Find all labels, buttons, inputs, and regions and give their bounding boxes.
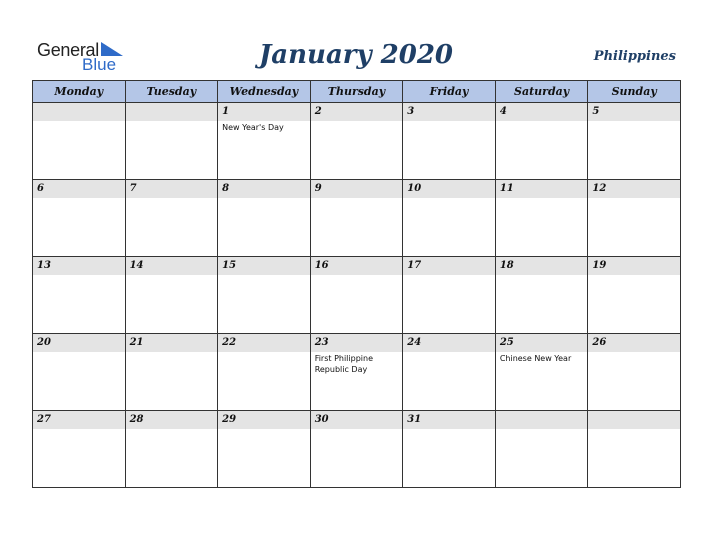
day-cell (588, 334, 681, 411)
weekday-header: Saturday (495, 81, 588, 103)
day-number: 31 (403, 411, 495, 429)
day-number: 17 (403, 257, 495, 275)
day-number (496, 411, 588, 429)
week-row (33, 334, 681, 411)
day-number: 30 (311, 411, 403, 429)
day-cell (218, 257, 311, 334)
day-number: 25 (496, 334, 588, 352)
day-number: 9 (311, 180, 403, 198)
day-number: 4 (496, 103, 588, 121)
logo-text-blue: Blue (82, 55, 117, 74)
day-cell (218, 103, 311, 180)
weekday-header: Tuesday (125, 81, 218, 103)
day-number: 23 (311, 334, 403, 352)
day-number: 29 (218, 411, 310, 429)
day-number: 16 (311, 257, 403, 275)
day-number: 26 (588, 334, 680, 352)
day-cell (495, 103, 588, 180)
weekday-header: Thursday (310, 81, 403, 103)
day-cell (218, 334, 311, 411)
day-number: 12 (588, 180, 680, 198)
week-row (33, 411, 681, 488)
holiday-label: New Year's Day (222, 123, 284, 132)
week-row (33, 180, 681, 257)
week-row (33, 103, 681, 180)
day-cell (588, 103, 681, 180)
day-cell (125, 334, 218, 411)
day-number: 2 (311, 103, 403, 121)
day-cell (310, 411, 403, 488)
day-cell (125, 103, 218, 180)
day-cell (495, 334, 588, 411)
weekday-header: Wednesday (218, 81, 311, 103)
day-number (588, 411, 680, 429)
day-number: 22 (218, 334, 310, 352)
day-number: 21 (126, 334, 218, 352)
weekday-header: Friday (403, 81, 496, 103)
day-cell (33, 180, 126, 257)
day-number: 11 (496, 180, 588, 198)
day-number: 18 (496, 257, 588, 275)
day-number: 6 (33, 180, 125, 198)
day-cell (33, 334, 126, 411)
page-title: January 2020 (258, 40, 454, 70)
day-number: 20 (33, 334, 125, 352)
day-cell (403, 257, 496, 334)
calendar-grid (32, 80, 681, 488)
day-cell (588, 257, 681, 334)
day-number: 1 (218, 103, 310, 121)
country-label: Philippines (593, 49, 676, 64)
day-number: 7 (126, 180, 218, 198)
day-cell (403, 334, 496, 411)
day-cell (218, 180, 311, 257)
day-cell (310, 180, 403, 257)
day-cell (403, 103, 496, 180)
logo-text-general: General (37, 40, 99, 60)
day-cell (310, 334, 403, 411)
day-cell (33, 103, 126, 180)
weekday-header-row (33, 81, 681, 103)
day-cell (33, 411, 126, 488)
day-cell (588, 411, 681, 488)
day-cell (495, 180, 588, 257)
week-row (33, 257, 681, 334)
day-number: 3 (403, 103, 495, 121)
day-cell (33, 257, 126, 334)
day-cell (218, 411, 311, 488)
day-number (33, 103, 125, 121)
day-cell (403, 411, 496, 488)
day-number: 14 (126, 257, 218, 275)
day-number: 15 (218, 257, 310, 275)
day-number: 27 (33, 411, 125, 429)
holiday-label: Chinese New Year (499, 354, 572, 363)
day-number: 5 (588, 103, 680, 121)
day-cell (310, 257, 403, 334)
day-number: 8 (218, 180, 310, 198)
day-cell (125, 411, 218, 488)
day-cell (403, 180, 496, 257)
day-number: 19 (588, 257, 680, 275)
day-cell (588, 180, 681, 257)
day-cell (125, 180, 218, 257)
day-cell (495, 257, 588, 334)
holiday-label: First Philippine Republic Day (314, 354, 373, 374)
weekday-header: Sunday (588, 81, 681, 103)
day-number: 13 (33, 257, 125, 275)
day-cell (125, 257, 218, 334)
day-number: 24 (403, 334, 495, 352)
day-cell (310, 103, 403, 180)
day-number: 28 (126, 411, 218, 429)
weekday-header: Monday (33, 81, 126, 103)
day-cell (495, 411, 588, 488)
day-number: 10 (403, 180, 495, 198)
day-number (126, 103, 218, 121)
